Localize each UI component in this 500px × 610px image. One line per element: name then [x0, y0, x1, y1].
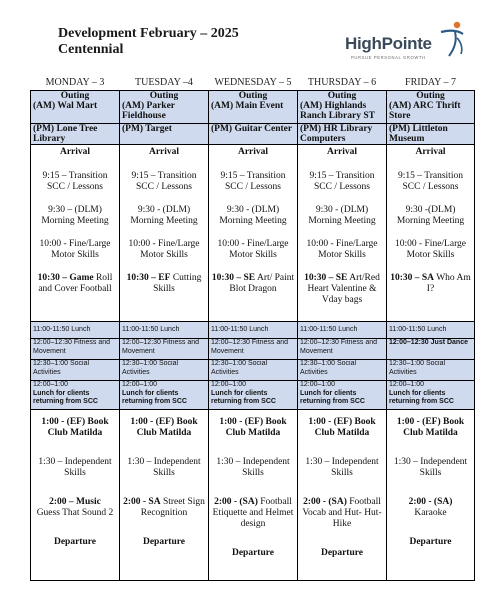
social-cell: 12:30–1:00 Social Activities — [298, 360, 387, 381]
lunch-row — [31, 322, 475, 339]
activity-time: 10:30 – Game — [37, 273, 94, 283]
arrival-label: Arrival — [326, 147, 358, 157]
transition-item: 9:15 – Transition SCC / Lessons — [309, 171, 375, 192]
departure-label: Departure — [53, 537, 97, 547]
motor-item: 10:00 - Fine/Large Motor Skills — [306, 239, 378, 260]
afternoon-activity — [211, 497, 295, 530]
motor-item: 10:00 - Fine/Large Motor Skills — [128, 239, 200, 260]
am-outing-cell — [120, 91, 209, 124]
transition-item: 9:15 – Transition SCC / Lessons — [220, 171, 286, 192]
motor-item: 10:00 - Fine/Large Motor Skills — [217, 239, 289, 260]
afternoon-cell — [209, 410, 298, 581]
departure-label: Departure — [142, 537, 186, 547]
am-outing-row — [31, 91, 475, 124]
meeting-item: 9:30 - (DLM) Morning Meeting — [130, 205, 198, 226]
am-outing-cell — [298, 91, 387, 124]
activity-desc: Guess That Sound 2 — [36, 508, 114, 518]
highpointe-logo — [345, 20, 467, 60]
person-figure-icon — [435, 20, 467, 58]
meeting-item: 9:30 – (DLM) Morning Meeting — [41, 205, 109, 226]
independent-skills-item: 1:30 – Independent Skills — [216, 457, 290, 478]
lunch-cell: 11:00-11:50 Lunch — [387, 322, 475, 339]
departure-label: Departure — [231, 548, 275, 558]
scc-lunch-cell — [31, 381, 120, 410]
logo-tagline: PURSUE PERSONAL GROWTH — [351, 55, 426, 60]
morning-row — [31, 145, 475, 322]
book-club-item: 1:00 - (EF) Book Club Matilda — [130, 417, 198, 438]
independent-skills-item: 1:30 – Independent Skills — [393, 457, 468, 478]
scc-text: Lunch for clients returning from SCC — [33, 389, 98, 405]
activity-item — [33, 273, 117, 295]
scc-text: Lunch for clients returning from SCC — [211, 389, 276, 405]
activity-desc: Street Sign Recognition — [140, 497, 205, 518]
book-club-item: 1:00 - (EF) Book Club Matilda — [219, 417, 287, 438]
pm-outing: (PM) Lone Tree Library — [31, 124, 120, 145]
departure-label: Departure — [320, 548, 364, 558]
arrival-label: Arrival — [59, 147, 91, 157]
arrival-label: Arrival — [415, 147, 446, 157]
scc-lunch-cell — [387, 381, 475, 410]
social-cell: 12:30–1:00 Social Activities — [209, 360, 298, 381]
book-club-item: 1:00 - (EF) Book Club Matilda — [41, 417, 109, 438]
transition-item: 9:15 – Transition SCC / Lessons — [131, 171, 197, 192]
scc-time: 12:00–1:00 — [211, 381, 247, 388]
page-subtitle: Centennial — [58, 42, 124, 57]
morning-cell — [209, 145, 298, 322]
departure-label: Departure — [409, 537, 452, 547]
day-header: TUESDAY –4 — [135, 76, 193, 88]
am-outing-cell — [31, 91, 120, 124]
day-header-row — [31, 74, 475, 91]
independent-skills-item: 1:30 – Independent Skills — [127, 457, 201, 478]
am-outing-cell — [209, 91, 298, 124]
lunch-cell: 11:00-11:50 Lunch — [31, 322, 120, 339]
activity-time: 2:00 - (SA) — [214, 497, 258, 507]
am-outing: (AM) Highlands Ranch Library ST — [300, 101, 375, 121]
activity-time: 2:00 - (SA) — [408, 497, 453, 507]
social-cell: 12:30–1:00 Social Activities — [120, 360, 209, 381]
transition-item: 9:15 – Transition SCC / Lessons — [398, 171, 463, 192]
afternoon-activity — [33, 497, 117, 519]
afternoon-activity — [389, 497, 472, 519]
book-club-item: 1:00 - (EF) Book Club Matilda — [396, 417, 465, 438]
activity-time: 10:30 – EF — [126, 273, 171, 283]
arrival-label: Arrival — [148, 147, 180, 157]
afternoon-row — [31, 410, 475, 581]
activity-time: 2:00 - (SA) — [303, 497, 347, 507]
outing-label: Outing — [238, 91, 268, 101]
schedule-table — [30, 74, 475, 581]
fitness-cell: 12:00–12:30 Fitness and Movement — [120, 339, 209, 360]
activity-time: 2:00 - SA — [123, 497, 161, 507]
scc-lunch-cell — [120, 381, 209, 410]
fitness-cell: 12:00–12:30 Fitness and Movement — [298, 339, 387, 360]
activity-item — [122, 273, 206, 295]
activity-desc: Roll and Cover Football — [38, 273, 113, 294]
morning-cell — [298, 145, 387, 322]
scc-lunch-cell — [298, 381, 387, 410]
activity-desc: Who Am I? — [426, 273, 471, 294]
meeting-item: 9:30 -(DLM) Morning Meeting — [396, 205, 465, 226]
scc-text: Lunch for clients returning from SCC — [300, 389, 365, 405]
morning-cell — [120, 145, 209, 322]
am-outing: (AM) Wal Mart — [33, 101, 98, 111]
afternoon-cell — [120, 410, 209, 581]
pm-outing: (PM) Target — [120, 124, 209, 145]
independent-skills-item: 1:30 – Independent Skills — [305, 457, 379, 478]
day-header: FRIDAY – 7 — [405, 76, 456, 88]
lunch-cell: 11:00-11:50 Lunch — [209, 322, 298, 339]
scc-lunch-row — [31, 381, 475, 410]
pm-outing-row — [31, 124, 475, 145]
scc-time: 12:00–1:00 — [300, 381, 336, 388]
pm-outing: (PM) Guitar Center — [209, 124, 298, 145]
activity-item — [389, 273, 472, 295]
afternoon-cell — [387, 410, 475, 581]
scc-lunch-cell — [209, 381, 298, 410]
pm-outing: (PM) Littleton Museum — [387, 124, 475, 145]
afternoon-activity — [122, 497, 206, 519]
page-header — [58, 26, 358, 58]
activity-desc: Karaoke — [414, 508, 447, 518]
independent-skills-item: 1:30 – Independent Skills — [38, 457, 112, 478]
social-cell: 12:30–1:00 Social Activities — [31, 360, 120, 381]
outing-label: Outing — [416, 91, 445, 101]
fitness-cell: 12:00–12:30 Fitness and Movement — [209, 339, 298, 360]
motor-item: 10:00 - Fine/Large Motor Skills — [39, 239, 111, 260]
am-outing-cell — [387, 91, 475, 124]
logo-text: HighPointe — [345, 34, 432, 53]
activity-desc: Art/Red Heart Valentine & Vday bags — [307, 273, 380, 305]
activity-time: 10:30 – SE — [304, 273, 348, 283]
afternoon-activity — [300, 497, 384, 530]
social-cell: 12:30–1:00 Social Activities — [387, 360, 475, 381]
activity-time: 10:30 – SE — [211, 273, 256, 283]
scc-time: 12:00–1:00 — [122, 381, 158, 388]
meeting-item: 9:30 - (DLM) Morning Meeting — [308, 205, 376, 226]
motor-item: 10:00 - Fine/Large Motor Skills — [394, 239, 467, 260]
transition-item: 9:15 – Transition SCC / Lessons — [42, 171, 108, 192]
am-outing: (AM) Main Event — [211, 101, 284, 111]
pm-outing: (PM) HR Library Computers — [298, 124, 387, 145]
scc-text: Lunch for clients returning from SCC — [122, 389, 187, 405]
fitness-cell: 12:00–12:30 Just Dance — [387, 339, 475, 360]
morning-cell — [387, 145, 475, 322]
am-outing: (AM) Parker Fieldhouse — [122, 101, 175, 121]
activity-desc: Football Vocab and Hut- Hut- Hike — [302, 497, 382, 529]
scc-time: 12:00–1:00 — [33, 381, 69, 388]
activity-time: 10:30 – SA — [390, 273, 435, 283]
day-header: MONDAY – 3 — [45, 76, 105, 88]
activity-item — [300, 273, 384, 306]
activity-desc: Cutting Skills — [153, 273, 202, 294]
am-outing: (AM) ARC Thrift Store — [389, 101, 461, 121]
outing-label: Outing — [60, 91, 90, 101]
activity-desc: Art/ Paint Blot Dragon — [229, 273, 295, 294]
fitness-cell: 12:00–12:30 Fitness and Movement — [31, 339, 120, 360]
lunch-cell: 11:00-11:50 Lunch — [120, 322, 209, 339]
lunch-cell: 11:00-11:50 Lunch — [298, 322, 387, 339]
page-title: Development February – 2025 — [58, 26, 239, 41]
outing-label: Outing — [149, 91, 179, 101]
book-club-item: 1:00 - (EF) Book Club Matilda — [308, 417, 376, 438]
afternoon-cell — [31, 410, 120, 581]
arrival-label: Arrival — [237, 147, 269, 157]
afternoon-cell — [298, 410, 387, 581]
activity-item — [211, 273, 295, 295]
activity-time: 2:00 – Music — [49, 497, 101, 507]
fitness-row — [31, 339, 475, 360]
scc-text: Lunch for clients returning from SCC — [389, 389, 454, 405]
day-header: WEDNESDAY – 5 — [214, 76, 292, 88]
social-row — [31, 360, 475, 381]
morning-cell — [31, 145, 120, 322]
meeting-item: 9:30 - (DLM) Morning Meeting — [219, 205, 287, 226]
scc-time: 12:00–1:00 — [389, 381, 425, 388]
outing-label: Outing — [327, 91, 357, 101]
activity-desc: Football Etiquette and Helmet design — [212, 497, 294, 529]
day-header: THURSDAY – 6 — [307, 76, 377, 88]
